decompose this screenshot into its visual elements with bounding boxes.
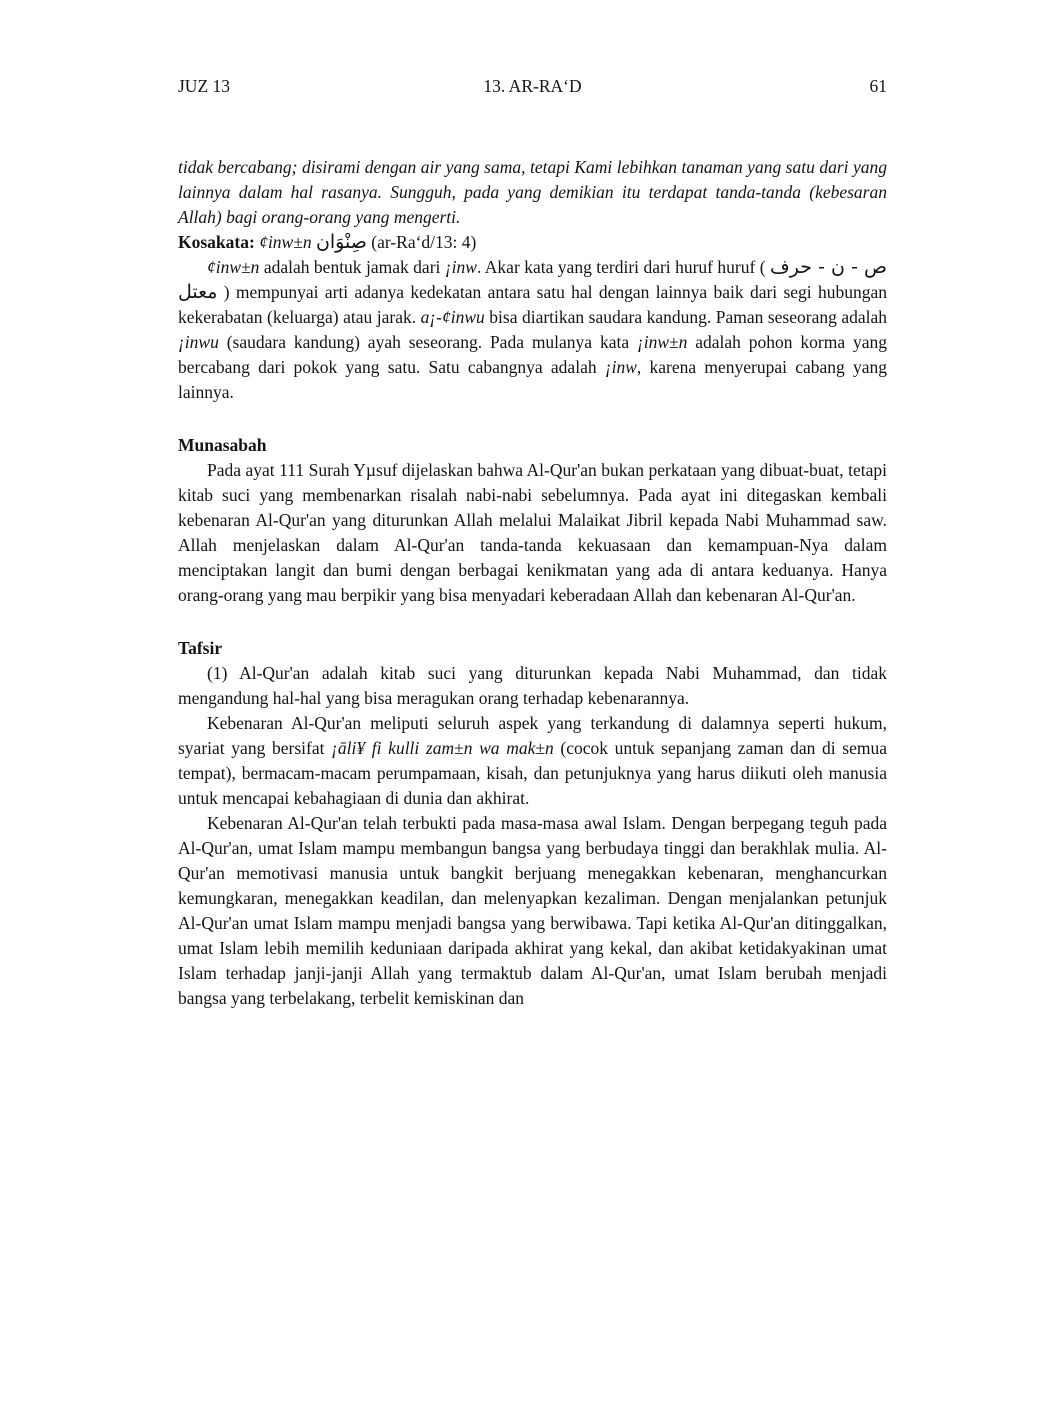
header-juz-label: JUZ 13 <box>178 76 231 96</box>
kosakata-heading: Kosakata: ¢inw±n صِنْوَان (ar-Ra‘d/13: 4) <box>178 231 477 253</box>
kosakata-body-paragraph: ¢inw±n adalah bentuk jamak dari ¡inw. Akar kata yang terdiri dari huruf huruf ( ص - ن - حرف معتل ) mempunyai arti adanya kedekatan antara satu hal dengan lainnya baik dari segi hubungan kekerabatan (keluarga) atau jarak. a¡-¢inwu bisa diartikan saudara kandung. Paman seseorang adalah ¡inwu (saudara kandung) ayah seseorang. Pada mulanya kata ¡inw±n adalah pohon korma yang bercabang dari pokok yang satu. Satu cabangnya adalah ¡inw, karena menyerupai cabang yang lainnya. <box>178 256 888 402</box>
tafsir-paragraph-3: Kebenaran Al-Qur'an telah terbukti pada masa-masa awal Islam. Dengan berpegang teguh pada Al-Qur'an, umat Islam mampu membangun bangsa yang berbudaya tinggi dan berakhlak mulia. Al-Qur'an memotivasi manusia untuk bangkit berjuang menegakkan kebenaran, menghancurkan kemungkaran, menegakkan keadilan, dan melenyapkan kezaliman. Dengan menjalankan petunjuk Al-Qur'an umat Islam mampu menjadi bangsa yang berwibawa. Tapi ketika Al-Qur'an ditinggalkan, umat Islam lebih memilih keduniaan daripada akhirat yang kekal, dan akibat ketidakyakinan umat Islam terhadap janji-janji Allah yang termaktub dalam Al-Qur'an, umat Islam berubah menjadi bangsa yang terbelakang, terbelit kemiskinan dan <box>178 813 887 1008</box>
page-header <box>178 74 887 99</box>
munasabah-paragraph: Pada ayat 111 Surah Yµsuf dijelaskan bahwa Al-Qur'an bukan perkataan yang dibuat-buat, tetapi kitab suci yang membenarkan risalah nabi-nabi sebelumnya. Pada ayat ini ditegaskan kembali kebenaran Al-Qur'an yang diturunkan Allah melalui Malaikat Jibril kepada Nabi Muhammad saw. Allah menjelaskan dalam Al-Qur'an tanda-tanda kekuasaan dan kemampuan-Nya dalam menciptakan langit dan bumi dengan berbagai kenikmatan yang ada di antara keduanya. Hanya orang-orang yang mau berpikir yang bisa menyadari keberadaan Allah dan kebenaran Al-Qur'an. <box>178 460 887 605</box>
munasabah-section-heading: Munasabah <box>178 435 267 455</box>
tafsir-paragraph-1: (1) Al-Qur'an adalah kitab suci yang diturunkan kepada Nabi Muhammad, dan tidak mengandung hal-hal yang bisa meragukan orang terhadap kebenarannya. <box>178 663 887 708</box>
quran-translation-paragraph: tidak bercabang; disirami dengan air yang sama, tetapi Kami lebihkan tanaman yang satu dari yang lainnya dalam hal rasanya. Sungguh, pada yang demikian itu terdapat tanda-tanda (kebesaran Allah) bagi orang-orang yang mengerti. <box>178 157 887 227</box>
header-page-number: 61 <box>869 76 887 96</box>
tafsir-paragraph-2: Kebenaran Al-Qur'an meliputi seluruh aspek yang terkandung di dalamnya seperti hukum, syariat yang bersifat ¡āli¥ fi kulli zam±n wa mak±n (cocok untuk sepanjang zaman dan di semua tempat), bermacam-macam perumpamaan, kisah, dan petunjuknya yang harus diikuti oleh manusia untuk mencapai kebahagiaan di dunia dan akhirat. <box>178 713 888 808</box>
tafsir-section-heading: Tafsir <box>178 638 223 658</box>
header-surah-title: 13. AR-RA‘D <box>483 76 582 96</box>
